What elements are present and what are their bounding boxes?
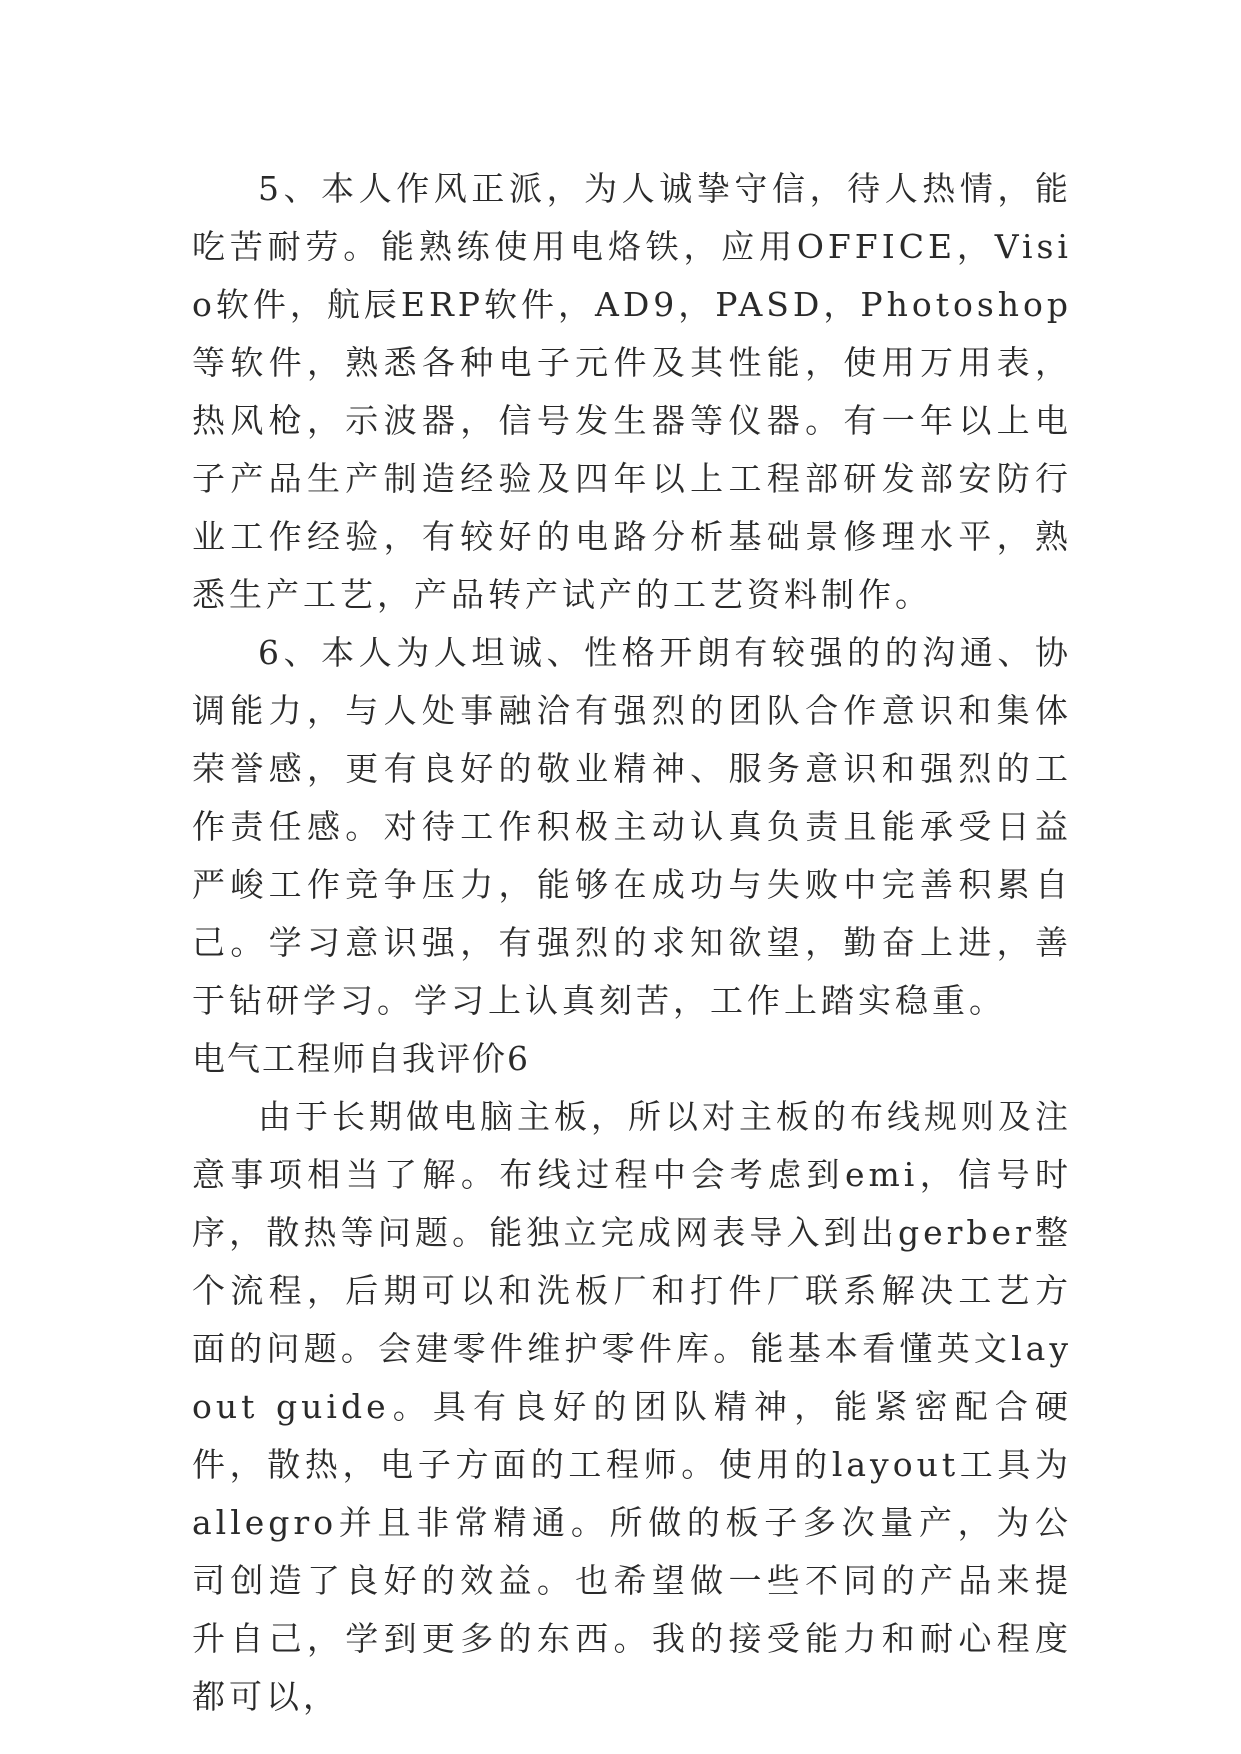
paragraph-item-6: 6、本人为人坦诚、性格开朗有较强的的沟通、协调能力，与人处事融洽有强烈的团队合作意识和集体荣誉感，更有良好的敬业精神、服务意识和强烈的工作责任感。对待工作积极主动认真负责且能承受日益严峻工作竞争压力，能够在成功与失败中完善积累自己。学习意识强，有强烈的求知欲望，勤奋上进，善于钻研学习。学习上认真刻苦，工作上踏实稳重。 xyxy=(192,633,1072,1020)
paragraph-item-5: 5、本人作风正派，为人诚挚守信，待人热情，能吃苦耐劳。能熟练使用电烙铁，应用OFFICE，Visio软件，航辰ERP软件，AD9，PASD，Photoshop等软件，熟悉各种电子元件及其性能，使用万用表，热风枪，示波器，信号发生器等仪器。有一年以上电子产品生产制造经验及四年以上工程部研发部安防行业工作经验，有较好的电路分析基础景修理水平，熟悉生产工艺，产品转产试产的工艺资料制作。 xyxy=(192,169,1072,614)
section-paragraph: 由于长期做电脑主板，所以对主板的布线规则及注意事项相当了解。布线过程中会考虑到emi，信号时序，散热等问题。能独立完成网表导入到出gerber整个流程，后期可以和洗板厂和打件厂联系解决工艺方面的问题。会建零件维护零件库。能基本看懂英文layout guide。具有良好的团队精神，能紧密配合硬件，散热，电子方面的工程师。使用的layout工具为allegro并且非常精通。所做的板子多次量产，为公司创造了良好的效益。也希望做一些不同的产品来提升自己，学到更多的东西。我的接受能力和耐心程度都可以， xyxy=(192,1097,1072,1716)
section-heading: 电气工程师自我评价6 xyxy=(192,1039,530,1078)
document-page xyxy=(192,160,1072,1726)
